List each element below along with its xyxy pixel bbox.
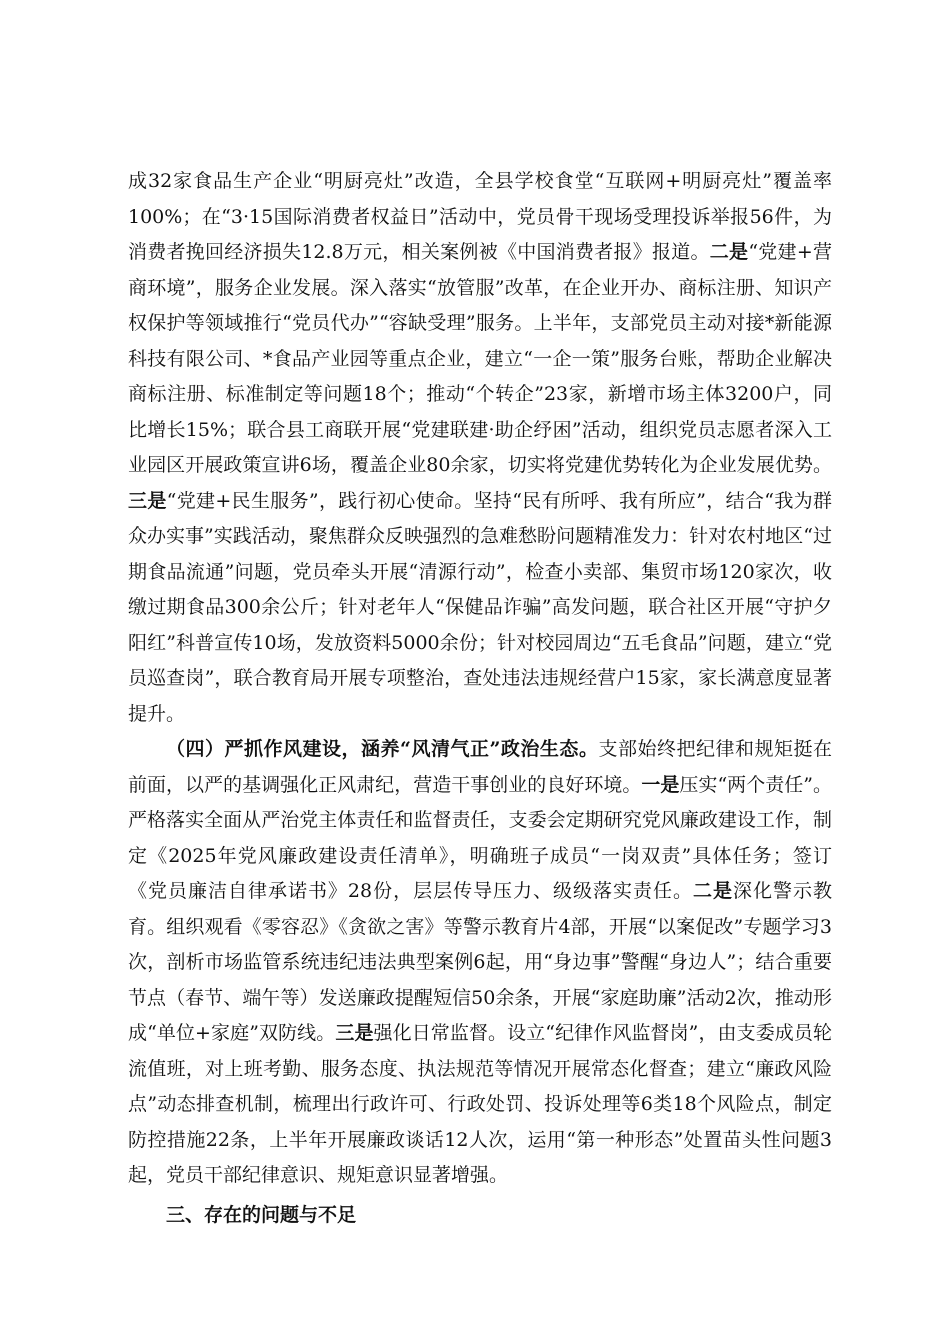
document-body xyxy=(128,164,832,1233)
section-heading-problems: 三、存在的问题与不足 xyxy=(166,1203,357,1226)
bold-run: 二是 xyxy=(693,880,733,902)
paragraph-party-building-services xyxy=(128,164,832,732)
text-run: “党建+营商环境”，服务企业发展。深入落实“放管服”改革，在企业开办、商标注册、知识产权保护等领域推行“党员代办”“容缺受理”服务。上半年，支部党员主动对接*新能源科技有限公司、*食品产业园等重点企业，建立“一企一策”服务台账，帮助企业解决商标注册、标准制定等问题18个；推动“个转企”23家，新增市场主体3200户，同比增长15%；联合县工商联开展“党建联建·助企纾困”活动，组织党员志愿者深入工业园区开展政策宣讲6场，覆盖企业80余家，切实将党建优势转化为企业发展优势。 xyxy=(128,241,832,476)
bold-run: 三是 xyxy=(335,1022,374,1044)
text-run: 成32家食品生产企业“明厨亮灶”改造，全县学校食堂“互联网+明厨亮灶”覆盖率100%；在“3·15国际消费者权益日”活动中，党员骨干现场受理投诉举报56件，为消费者挽回经济损失12.8万元，相关案例被《中国消费者报》报道。 xyxy=(128,170,832,263)
text-run: 深化警示教育。组织观看《零容忍》《贪欲之害》等警示教育片4部，开展“以案促改”专题学习3次，剖析市场监管系统违纪违法典型案例6起，用“身边事”警醒“身边人”；结合重要节点（春节、端午等）发送廉政提醒短信50余条，开展“家庭助廉”活动2次，推动形成“单位+家庭”双防线。 xyxy=(128,880,832,1044)
bold-run: 三是 xyxy=(128,489,167,512)
bold-run: 二是 xyxy=(709,241,749,263)
text-run: 强化日常监督。设立“纪律作风监督岗”，由支委成员轮流值班，对上班考勤、服务态度、执法规范等情况开展常态化督查；建立“廉政风险点”动态排查机制，梳理出行政许可、行政处罚、投诉处理等6类18个风险点，制定防控措施22条，上半年开展廉政谈话12人次，运用“第一种形态”处置苗头性问题3起，党员干部纪律意识、规矩意识显著增强。 xyxy=(128,1022,832,1186)
bold-run: 一是 xyxy=(641,773,680,796)
section-subheading: （四）严抓作风建设，涵养“风清气正”政治生态。 xyxy=(166,738,599,760)
text-run: “党建+民生服务”，践行初心使命。坚持“民有所呼、我有所应”，结合“我为群众办实事”实践活动，聚焦群众反映强烈的急难愁盼问题精准发力：针对农村地区“过期食品流通”问题，党员牵头开展“清源行动”，检查小卖部、集贸市场120家次，收缴过期食品300余公斤；针对老年人“保健品诈骗”高发问题，联合社区开展“守护夕阳红”科普宣传10场，发放资料5000余份；针对校园周边“五毛食品”问题，建立“党员巡查岗”，联合教育局开展专项整治，查处违法违规经营户15家，家长满意度显著提升。 xyxy=(128,489,832,725)
text-run: 压实“两个责任”。严格落实全面从严治党主体责任和监督责任，支委会定期研究党风廉政建设工作，制定《2025年党风廉政建设责任清单》，明确班子成员“一岗双责”具体任务；签订《党员廉洁自律承诺书》28份，层层传导压力、级级落实责任。 xyxy=(128,773,832,902)
text-run: 支部始终把纪律和规矩挺在前面，以严的基调强化正风肃纪，营造干事创业的良好环境。 xyxy=(128,738,832,796)
paragraph-work-style xyxy=(128,732,832,1194)
